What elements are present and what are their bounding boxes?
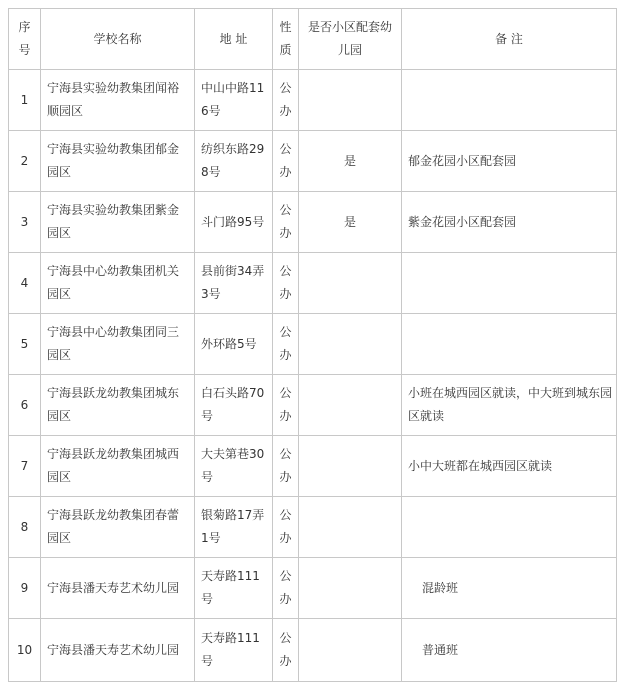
header-address: 地 址 (195, 9, 273, 70)
cell-note: 小班在城西园区就读，中大班到城东园区就读 (402, 375, 617, 436)
table-row (9, 558, 617, 619)
cell-address: 银菊路17弄1号 (195, 497, 273, 558)
table-header-row (9, 9, 617, 70)
cell-name: 宁海县跃龙幼教集团城西园区 (41, 436, 195, 497)
cell-matched (299, 558, 402, 619)
cell-matched: 是 (299, 192, 402, 253)
table-row (9, 619, 617, 682)
table-row (9, 436, 617, 497)
cell-matched (299, 314, 402, 375)
cell-note (402, 70, 617, 131)
cell-note (402, 314, 617, 375)
cell-type: 公办 (273, 131, 299, 192)
cell-type: 公办 (273, 253, 299, 314)
cell-name: 宁海县跃龙幼教集团春蕾园区 (41, 497, 195, 558)
header-type: 性质 (273, 9, 299, 70)
cell-matched (299, 253, 402, 314)
cell-type: 公办 (273, 192, 299, 253)
cell-name: 宁海县潘天寿艺术幼儿园 (41, 558, 195, 619)
cell-address: 斗门路95号 (195, 192, 273, 253)
header-matched: 是否小区配套幼儿园 (299, 9, 402, 70)
cell-index: 2 (9, 131, 41, 192)
table-row (9, 131, 617, 192)
cell-note: 混龄班 (402, 558, 617, 619)
cell-type: 公办 (273, 375, 299, 436)
cell-note (402, 253, 617, 314)
header-index: 序号 (9, 9, 41, 70)
cell-type: 公办 (273, 70, 299, 131)
cell-address: 天寿路111号 (195, 619, 273, 682)
cell-address: 白石头路70号 (195, 375, 273, 436)
cell-matched (299, 70, 402, 131)
cell-index: 9 (9, 558, 41, 619)
table-row (9, 375, 617, 436)
cell-index: 7 (9, 436, 41, 497)
table-row (9, 497, 617, 558)
cell-index: 4 (9, 253, 41, 314)
cell-name: 宁海县中心幼教集团同三园区 (41, 314, 195, 375)
cell-address: 中山中路116号 (195, 70, 273, 131)
kindergarten-table (8, 8, 617, 682)
cell-type: 公办 (273, 558, 299, 619)
cell-name: 宁海县实验幼教集团闻裕顺园区 (41, 70, 195, 131)
cell-note: 小中大班都在城西园区就读 (402, 436, 617, 497)
cell-matched (299, 619, 402, 682)
cell-type: 公办 (273, 314, 299, 375)
cell-matched (299, 497, 402, 558)
cell-name: 宁海县跃龙幼教集团城东园区 (41, 375, 195, 436)
cell-index: 6 (9, 375, 41, 436)
cell-matched (299, 436, 402, 497)
header-note: 备 注 (402, 9, 617, 70)
cell-name: 宁海县实验幼教集团紫金园区 (41, 192, 195, 253)
cell-address: 天寿路111号 (195, 558, 273, 619)
cell-type: 公办 (273, 436, 299, 497)
cell-index: 3 (9, 192, 41, 253)
table-row (9, 314, 617, 375)
table-row (9, 192, 617, 253)
cell-index: 1 (9, 70, 41, 131)
cell-index: 10 (9, 619, 41, 682)
cell-index: 8 (9, 497, 41, 558)
cell-name: 宁海县实验幼教集团郁金园区 (41, 131, 195, 192)
cell-address: 大夫第巷30号 (195, 436, 273, 497)
cell-type: 公办 (273, 497, 299, 558)
table-row (9, 253, 617, 314)
header-name: 学校名称 (41, 9, 195, 70)
cell-address: 纺织东路298号 (195, 131, 273, 192)
cell-note (402, 497, 617, 558)
table-row (9, 70, 617, 131)
cell-note: 普通班 (402, 619, 617, 682)
cell-name: 宁海县潘天寿艺术幼儿园 (41, 619, 195, 682)
cell-index: 5 (9, 314, 41, 375)
cell-matched (299, 375, 402, 436)
cell-note: 郁金花园小区配套园 (402, 131, 617, 192)
cell-address: 外环路5号 (195, 314, 273, 375)
cell-note: 紫金花园小区配套园 (402, 192, 617, 253)
cell-type: 公办 (273, 619, 299, 682)
cell-address: 县前街34弄3号 (195, 253, 273, 314)
cell-matched: 是 (299, 131, 402, 192)
cell-name: 宁海县中心幼教集团机关园区 (41, 253, 195, 314)
